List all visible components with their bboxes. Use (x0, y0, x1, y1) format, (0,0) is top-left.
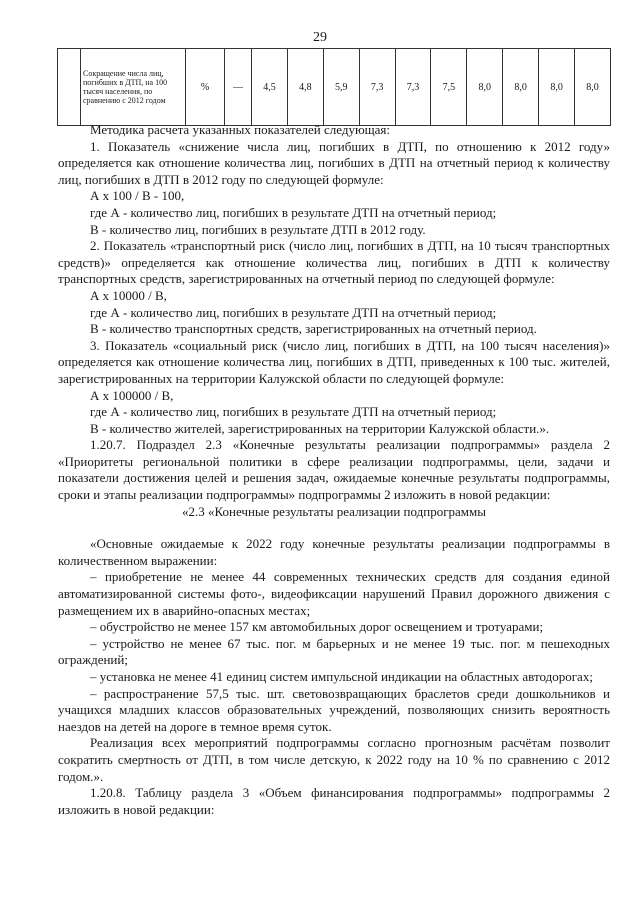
value-cell: 8,0 (575, 49, 611, 126)
list-item: – обустройство не менее 157 км автомобильных дорог освещением и тротуарами; (90, 619, 544, 635)
value-cell: 8,0 (467, 49, 503, 126)
paragraph: «Основные ожидаемые к 2022 году конечные результаты реализации подпрограммы в количественном выражении: (58, 536, 610, 568)
document-body (58, 122, 610, 818)
paragraph: 3. Показатель «социальный риск (число лиц, погибших в ДТП, на 100 тысяч населения)» определяется как отношение количества лиц, погибших в ДТП, приведенных к 100 тыс. жителей, зарегистрированных на территории Калужской области по следующей формуле: (58, 337, 610, 386)
value-cell: 8,0 (503, 49, 539, 126)
spacer (58, 520, 610, 536)
value-cell: 8,0 (539, 49, 575, 126)
indicator-name-cell: Сокращение числа лиц, погибших в ДТП, на 100 тысяч населения, по сравнению с 2012 годом (81, 49, 186, 126)
paragraph: В - количество транспортных средств, зарегистрированных на отчетный период. (90, 321, 537, 337)
paragraph: В - количество жителей, зарегистрированных на территории Калужской области.». (90, 420, 550, 436)
table-row (58, 49, 611, 126)
paragraph: где А - количество лиц, погибших в результате ДТП на отчетный период; (90, 204, 497, 220)
paragraph: 1.20.8. Таблицу раздела 3 «Объем финансирования подпрограммы» подпрограммы 2 изложить в новой редакции: (58, 785, 610, 817)
list-item: – устройство не менее 67 тыс. пог. м барьерных и не менее 19 тыс. пог. м пешеходных ограждений; (58, 635, 610, 668)
paragraph: Методика расчета указанных показателей следующая: (90, 122, 391, 137)
value-cell: 7,3 (395, 49, 431, 126)
value-cell: 7,5 (431, 49, 467, 126)
paragraph: В - количество лиц, погибших в результате ДТП в 2012 году. (90, 221, 426, 237)
unit-cell: % (186, 49, 225, 126)
section-heading: «2.3 «Конечные результаты реализации подпрограммы (182, 503, 486, 519)
paragraph: Реализация всех мероприятий подпрограммы согласно прогнозным расчётам позволит сократить смертность от ДТП, в том числе детскую, к 2022 году на 10 % по сравнению с 2012 годом.». (58, 735, 610, 784)
paragraph: где А - количество лиц, погибших в результате ДТП на отчетный период; (90, 404, 497, 420)
paragraph: 2. Показатель «транспортный риск (число лиц, погибших в ДТП, на 10 тысяч транспортных средств)» определяется как отношение количества лиц, погибших в ДТП к количеству транспортных средств, зарегистрированных на отчетный период по следующей формуле: (58, 238, 610, 287)
list-item: – приобретение не менее 44 современных технических средств для создания единой автоматизированной системы фото-, видеофиксации нарушений Правил дорожного движения с размещением их в аварийно-опасных местах; (58, 569, 610, 618)
value-cell: 4,5 (252, 49, 288, 126)
dash-cell: — (225, 49, 252, 126)
paragraph: где А - количество лиц, погибших в результате ДТП на отчетный период; (90, 304, 497, 320)
value-cell: 5,9 (323, 49, 359, 126)
formula: А x 100000 / В, (90, 387, 174, 403)
table-cell-empty (58, 49, 81, 126)
list-item: – установка не менее 41 единиц систем импульсной индикации на областных автодорогах; (90, 669, 593, 684)
indicator-table (57, 48, 611, 126)
formula: А x 100 / В - 100, (90, 188, 185, 204)
list-item: – распространение 57,5 тыс. шт. световозвращающих браслетов среди дошкольников и учащихся младших классов образовательных учреждений, позволяющих снизить вероятность наездов на детей на дороге в темное время суток. (58, 685, 610, 734)
value-cell: 4,8 (287, 49, 323, 126)
value-cell: 7,3 (359, 49, 395, 126)
page-number: 29 (313, 30, 327, 45)
paragraph: 1.20.7. Подраздел 2.3 «Конечные результаты реализации подпрограммы» раздела 2 «Приоритеты региональной политики в сфере реализации подпрограммы, цели, задачи и показатели достижения целей и решения задач, ожидаемые конечные результаты подпрограммы, сроки и этапы реализации подпрограммы» подпрограммы 2 изложить в новой редакции: (58, 437, 610, 503)
formula: А x 10000 / В, (90, 287, 167, 303)
paragraph: 1. Показатель «снижение числа лиц, погибших в ДТП, по отношению к 2012 году» определяется как отношение количества лиц, погибших в ДТП на отчетный период к количеству лиц, погибших в ДТП в 2012 году по следующей формуле: (58, 138, 610, 187)
